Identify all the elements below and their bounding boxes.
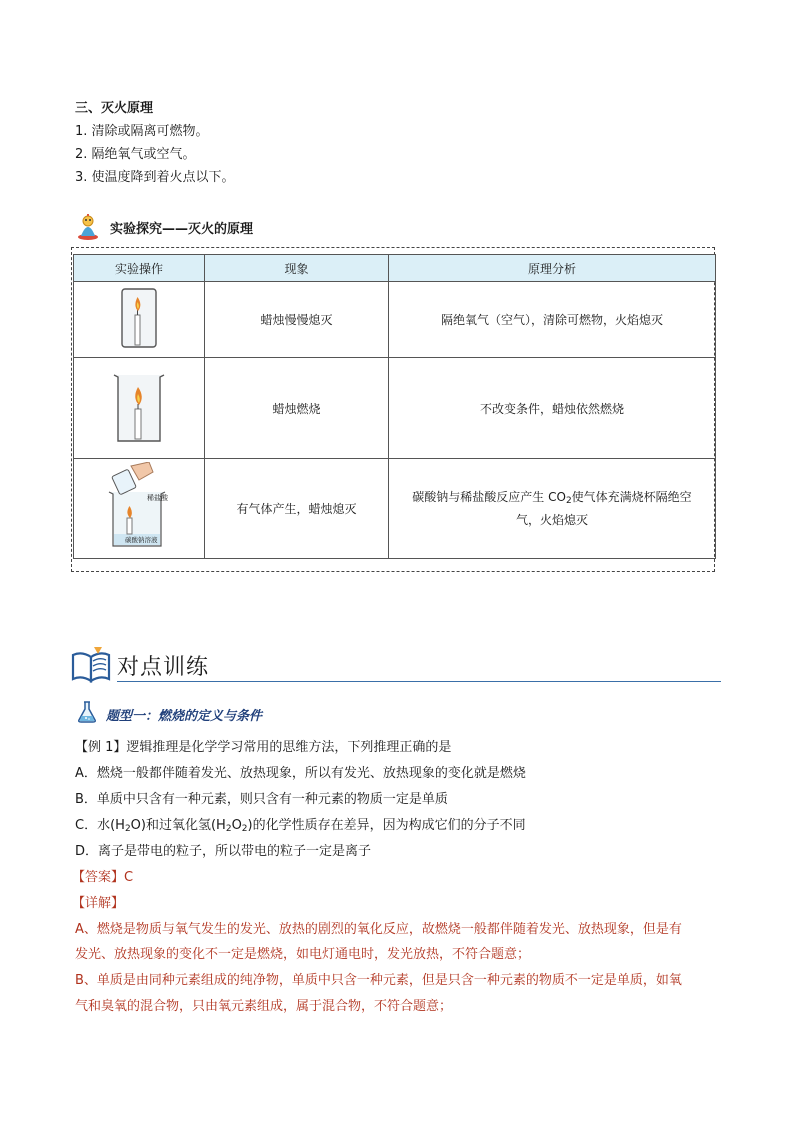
header-operation: 实验操作 [74,255,205,282]
option-c-part: O)和过氧化氢(H [130,818,226,833]
table-row [74,282,716,358]
covered-beaker-candle-image [109,285,169,351]
analysis-text-post: 使气体充满烧杯隔绝空气，火焰熄灭 [515,489,692,527]
option-b: B．单质中只含有一种元素，则只含有一种元素的物质一定是单质 [75,792,448,807]
analysis-subscript: 2 [565,495,572,506]
phenomenon-cell: 蜡烛燃烧 [205,358,389,459]
analysis-cell [389,459,716,559]
operation-image-open-beaker [74,358,205,459]
experiment-table [73,254,716,559]
option-c-sub: 2 [124,824,131,834]
flask-icon [75,700,99,724]
option-c-part: C．水(H [75,818,125,833]
detail-a-line-2: 发光、放热现象的变化不一定是燃烧，如电灯通电时，发光放热，不符合题意； [75,947,531,962]
option-c [75,817,526,838]
training-title: 对点训练 [117,655,210,680]
operation-image-acid-reaction [74,459,205,559]
principle-item-2: 2. 隔绝氧气或空气。 [75,147,196,162]
principle-item-3: 3. 使温度降到着火点以下。 [75,170,235,185]
option-a: A．燃烧一般都伴随着发光、放热现象，所以有发光、放热现象的变化就是燃烧 [75,766,526,781]
label-solution: 碳酸钠溶液 [125,536,158,544]
detail-a-line-1: A、燃烧是物质与氧气发生的发光、放热的剧烈的氧化反应，故燃烧一般都伴随着发光、放热现象，但是有 [75,922,682,937]
open-beaker-candle-image [104,367,174,447]
acid-pouring-beaker-image [91,462,187,552]
answer-line: 【答案】C [72,870,134,885]
detail-b-line-2: 气和臭氧的混合物，只由氧元素组成，属于混合物，不符合题意； [75,999,453,1014]
detail-b-line-1: B、单质是由同种元素组成的纯净物，单质中只含一种元素，但是只含一种元素的物质不一定是单质，如氧 [75,973,682,988]
header-phenomenon: 现象 [205,255,389,282]
experiment-lamp-icon [75,212,101,240]
section-title: 三、灭火原理 [75,101,154,116]
question-stem: 【例 1】逻辑推理是化学学习常用的思维方法，下列推理正确的是 [75,740,452,755]
label-acid: 稀盐酸 [147,494,168,502]
analysis-text-pre: 碳酸钠与稀盐酸反应产生 CO [412,489,566,504]
question-type-title: 题型一：燃烧的定义与条件 [106,709,263,724]
option-c-sub: 2 [241,824,248,834]
detail-label: 【详解】 [72,896,125,911]
table-row [74,459,716,559]
experiment-title: 实验探究——灭火的原理 [110,222,254,237]
analysis-cell: 隔绝氧气（空气），清除可燃物，火焰熄灭 [389,282,716,358]
training-divider [117,681,721,682]
analysis-cell: 不改变条件，蜡烛依然燃烧 [389,358,716,459]
option-d: D．离子是带电的粒子，所以带电的粒子一定是离子 [75,844,372,859]
header-analysis: 原理分析 [389,255,716,282]
open-book-icon [70,645,112,685]
phenomenon-cell: 有气体产生，蜡烛熄灭 [205,459,389,559]
principle-item-1: 1. 清除或隔离可燃物。 [75,124,209,139]
option-c-part: )的化学性质存在差异，因为构成它们的分子不同 [247,818,526,833]
operation-image-covered-beaker [74,282,205,358]
table-row [74,358,716,459]
option-c-part: O [231,818,242,833]
option-c-sub: 2 [225,824,232,834]
phenomenon-cell: 蜡烛慢慢熄灭 [205,282,389,358]
